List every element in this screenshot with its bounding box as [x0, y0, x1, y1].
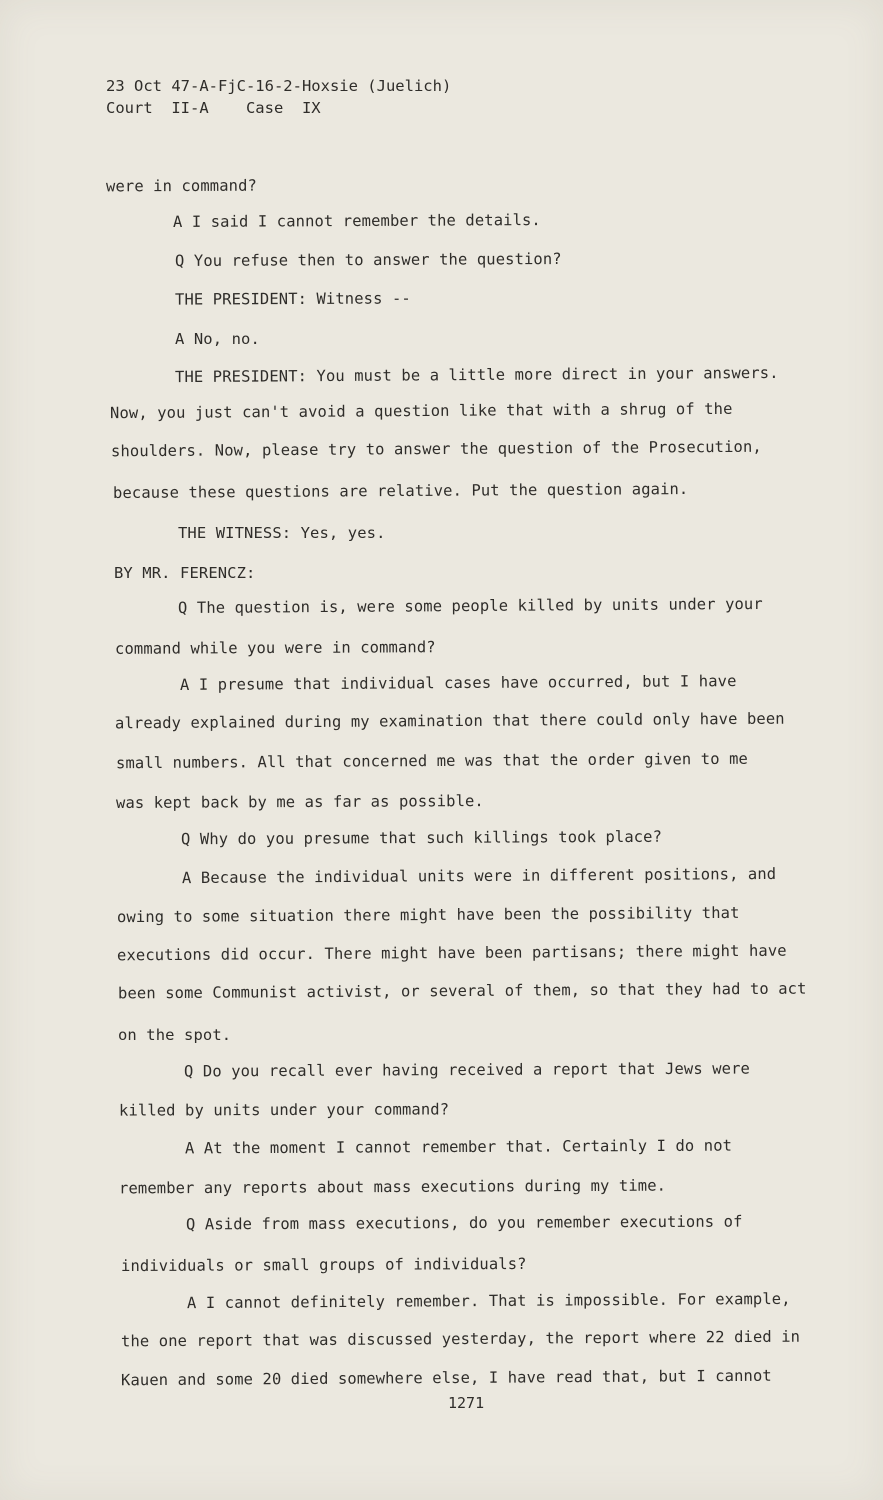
transcript-line: was kept back by me as far as possible. [115, 792, 484, 812]
transcript-line: Now, you just can't avoid a question like that with a shrug of the [109, 399, 733, 423]
transcript-line: killed by units under your command? [118, 1100, 450, 1120]
transcript-line: owing to some situation there might have been the possibility that [116, 903, 740, 927]
transcript-line: A I said I cannot remember the details. [172, 211, 541, 231]
transcript-line: A No, no. [175, 330, 260, 348]
transcript-line: executions did occur. There might have been partisans; there might have [116, 941, 787, 965]
transcript-line: already explained during my examination that there could only have been [114, 709, 785, 733]
transcript-line: shoulders. Now, please try to answer the question of the Prosecution, [110, 437, 762, 461]
transcript-line: THE PRESIDENT: Witness -- [174, 289, 411, 309]
transcript-line: because these questions are relative. Put the question again. [112, 479, 689, 503]
transcript-line: A I cannot definitely remember. That is impossible. For example, [186, 1289, 791, 1313]
transcript-line: remember any reports about mass executions during my time. [118, 1176, 667, 1198]
transcript-line: been some Communist activist, or several of them, so that they had to act [117, 979, 807, 1003]
transcript-line: A I presume that individual cases have occurred, but I have [179, 672, 737, 694]
header-docket-line: 23 Oct 47-A-FjC-16-2-Hoxsie (Juelich) [106, 77, 452, 95]
transcript-line: the one report that was discussed yesterday, the report where 22 died in [120, 1327, 801, 1351]
transcript-line: individuals or small groups of individuals? [120, 1254, 527, 1276]
transcript-line: Kauen and some 20 died somewhere else, I have read that, but I cannot [120, 1366, 772, 1390]
transcript-line: Q Aside from mass executions, do you remember executions of [185, 1212, 743, 1234]
transcript-line: on the spot. [118, 1026, 232, 1044]
transcript-line: A At the moment I cannot remember that. Certainly I do not [184, 1136, 733, 1158]
transcript-line: THE WITNESS: Yes, yes. [178, 524, 386, 542]
transcript-line: Q You refuse then to answer the question? [174, 249, 562, 271]
transcript-line: command while you were in command? [114, 638, 436, 658]
transcript-line: BY MR. FERENCZ: [114, 564, 256, 582]
transcript-line: were in command? [105, 176, 257, 196]
transcript-line: THE PRESIDENT: You must be a little more direct in your answers. [174, 363, 779, 387]
transcript-line: A Because the individual units were in different positions, and [181, 864, 777, 888]
header-court-line: Court II-A Case IX [106, 99, 321, 117]
transcript-line: Q Do you recall ever having received a report that Jews were [183, 1059, 750, 1081]
transcript-line: Q Why do you presume that such killings took place? [180, 827, 663, 849]
transcript-line: small numbers. All that concerned me was that the order given to me [115, 749, 748, 773]
page-number: 1271 [448, 1394, 485, 1412]
transcript-line: Q The question is, were some people killed by units under your [177, 594, 763, 618]
